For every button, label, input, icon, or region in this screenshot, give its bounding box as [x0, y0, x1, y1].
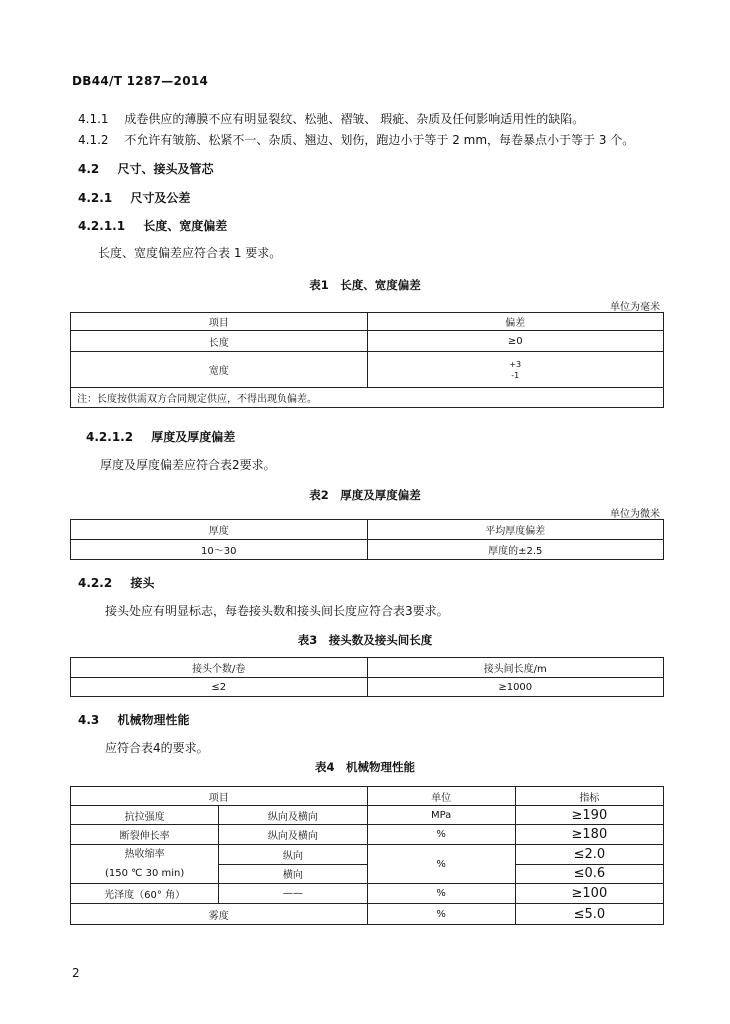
heading-number: 4.2.1.2 — [86, 430, 134, 444]
table-cell: ≥180 — [515, 825, 663, 845]
tolerance-plus: +3 — [509, 359, 522, 369]
paragraph: 接头处应有明显标志，每卷接头数和接头间长度应符合表3要求。 — [105, 604, 449, 618]
clause-4-1-2 — [78, 131, 634, 148]
heading-text: 长度、宽度偏差 — [143, 219, 228, 233]
table-cell — [367, 352, 664, 388]
table-header-cell: 偏差 — [367, 313, 664, 331]
paragraph: 长度、宽度偏差应符合表 1 要求。 — [98, 246, 282, 260]
heading-4-2-1-1 — [78, 217, 227, 234]
table-cell: —— — [219, 884, 367, 904]
heading-4-2-2 — [78, 574, 154, 591]
heading-text: 尺寸及公差 — [130, 191, 191, 205]
heading-text: 机械物理性能 — [117, 713, 190, 727]
heading-number: 4.2 — [78, 162, 100, 176]
clause-number: 4.1.2 — [78, 133, 109, 147]
table-cell: 抗拉强度 — [71, 806, 219, 825]
table-1-unit: 单位为毫米 — [610, 302, 660, 313]
table-header-cell: 接头个数/卷 — [71, 658, 368, 678]
table-cell: 雾度 — [71, 904, 368, 925]
table-header-cell: 厚度 — [71, 520, 368, 540]
heading-number: 4.3 — [78, 713, 100, 727]
table-cell: 断裂伸长率 — [71, 825, 219, 845]
table-cell: % — [367, 825, 515, 845]
table-cell: ≤5.0 — [515, 904, 663, 925]
table-header-cell: 平均厚度偏差 — [367, 520, 664, 540]
table-cell: 纵向及横向 — [219, 806, 367, 825]
heading-4-2 — [78, 160, 213, 177]
heading-number: 4.2.1 — [78, 191, 113, 205]
table-cell: ≤2.0 — [515, 845, 663, 865]
table-cell: % — [367, 845, 515, 884]
table-3 — [70, 657, 664, 697]
row-label: 热收缩率 — [124, 849, 165, 860]
table-cell: 10～30 — [71, 540, 368, 560]
table-cell: MPa — [367, 806, 515, 825]
table-2 — [70, 519, 664, 560]
heading-4-2-1-2 — [86, 428, 235, 445]
clause-text: 不允许有皱筋、松紧不一、杂质、翘边、划伤，跑边小于等于 2 mm，每卷暴点小于等于 3 个。 — [124, 133, 635, 147]
paragraph: 厚度及厚度偏差应符合表2要求。 — [100, 458, 276, 472]
table-note: 注：长度按供需双方合同规定供应，不得出现负偏差。 — [71, 388, 664, 408]
table-1 — [70, 312, 664, 408]
table-cell: ≥1000 — [367, 678, 664, 697]
heading-text: 厚度及厚度偏差 — [151, 430, 236, 444]
page-number: 2 — [72, 966, 80, 980]
table-cell: ≥0 — [367, 331, 664, 352]
table-cell — [71, 845, 219, 884]
clause-number: 4.1.1 — [78, 112, 109, 126]
table-cell: ≤0.6 — [515, 864, 663, 884]
heading-4-2-1 — [78, 189, 190, 206]
table-cell: % — [367, 884, 515, 904]
clause-4-1-1 — [78, 110, 584, 127]
table-header-cell: 项目 — [71, 787, 368, 806]
table-2-unit: 单位为微米 — [610, 509, 660, 520]
paragraph: 应符合表4的要求。 — [105, 741, 209, 755]
table-2-caption: 表2 厚度及厚度偏差 — [309, 488, 421, 502]
heading-number: 4.2.2 — [78, 576, 113, 590]
table-4 — [70, 786, 664, 925]
table-cell: ≥190 — [515, 806, 663, 825]
table-4-caption: 表4 机械物理性能 — [314, 760, 415, 774]
heading-4-3 — [78, 711, 189, 728]
heading-text: 接头 — [130, 576, 155, 590]
table-cell: 厚度的±2.5 — [367, 540, 664, 560]
clause-text: 成卷供应的薄膜不应有明显裂纹、松驰、褶皱、 瑕疵、杂质及任何影响适用性的缺陷。 — [124, 112, 585, 126]
table-cell: 纵向 — [219, 845, 367, 865]
table-3-caption: 表3 接头数及接头间长度 — [297, 633, 433, 647]
document-header: DB44/T 1287—2014 — [72, 74, 209, 88]
table-1-caption: 表1 长度、宽度偏差 — [309, 278, 421, 292]
heading-number: 4.2.1.1 — [78, 219, 126, 233]
heading-text: 尺寸、接头及管芯 — [117, 162, 214, 176]
row-sublabel: (150 ℃ 30 min) — [105, 868, 185, 879]
table-header-cell: 接头间长度/m — [367, 658, 664, 678]
tolerance-minus: -1 — [511, 370, 520, 380]
table-cell: ≥100 — [515, 884, 663, 904]
table-header-cell: 项目 — [71, 313, 368, 331]
table-cell: 横向 — [219, 864, 367, 884]
table-header-cell: 单位 — [367, 787, 515, 806]
table-cell: 光泽度（60° 角） — [71, 884, 219, 904]
table-header-cell: 指标 — [515, 787, 663, 806]
table-cell: 长度 — [71, 331, 368, 352]
table-cell: ≤2 — [71, 678, 368, 697]
table-cell: 宽度 — [71, 352, 368, 388]
table-cell: % — [367, 904, 515, 925]
table-cell: 纵向及横向 — [219, 825, 367, 845]
